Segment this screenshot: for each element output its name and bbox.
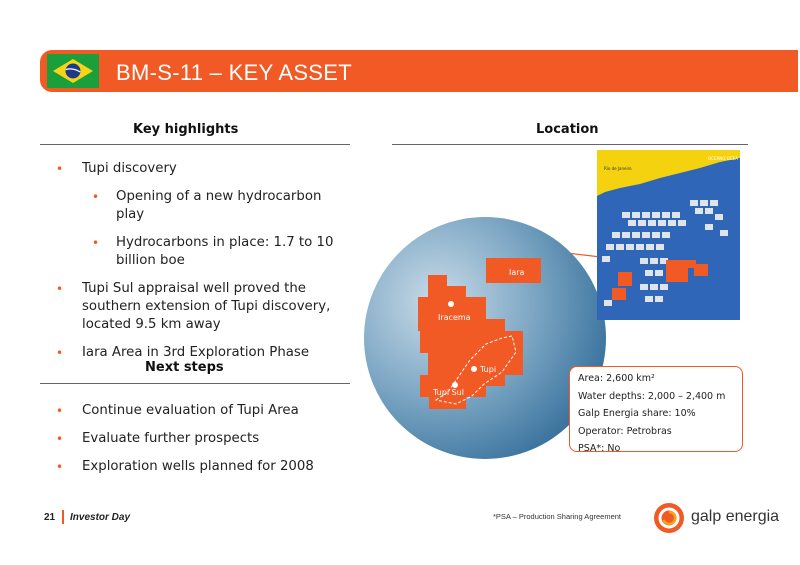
- operator-value: Operator: Petrobras: [578, 425, 672, 437]
- inset-ocean-label: OCEANO OCEA: [708, 156, 738, 161]
- next-steps-heading: Next steps: [145, 360, 224, 375]
- list-item: • Exploration wells planned for 2008: [56, 458, 356, 476]
- list-item: • Tupi discovery: [56, 160, 356, 178]
- location-heading: Location: [536, 122, 599, 137]
- footnote: *PSA – Production Sharing Agreement: [493, 512, 621, 521]
- list-item: • Opening of a new hydrocarbon play: [56, 188, 336, 224]
- tupi-sul-label: Tupi Sul: [433, 388, 464, 397]
- galp-share-value: Galp Energia share: 10%: [578, 408, 696, 419]
- footer-divider: [62, 510, 64, 524]
- list-item: • Evaluate further prospects: [56, 430, 356, 448]
- iracema-well-dot: [448, 301, 454, 307]
- inset-map: [597, 150, 740, 320]
- psa-value: PSA*: No: [578, 443, 621, 454]
- iracema-label: Iracema: [438, 313, 471, 322]
- iara-label: Iara: [509, 268, 525, 277]
- list-item: • Tupi Sul appraisal well proved the southern extension of Tupi discovery, located 9.5 km away: [56, 280, 342, 334]
- tupi-well-dot: [471, 366, 477, 372]
- list-item: • Hydrocarbons in place: 1.7 to 10 billion boe: [56, 234, 336, 270]
- asset-info-box: [569, 366, 743, 452]
- list-item: • Iara Area in 3rd Exploration Phase: [56, 344, 356, 362]
- list-item: • Continue evaluation of Tupi Area: [56, 402, 356, 420]
- footer-label: Investor Day: [70, 512, 131, 523]
- tupi-label: Tupi: [480, 365, 497, 374]
- water-depths-value: Water depths: 2,000 – 2,400 m: [578, 390, 726, 402]
- page-number: 21: [44, 512, 56, 523]
- galp-logo-icon: [653, 502, 685, 534]
- page-title: BM-S-11 – KEY ASSET: [116, 60, 352, 85]
- logo-text: galp energia: [691, 508, 780, 525]
- inset-coast-label: Rio de Janeiro: [604, 166, 632, 171]
- key-highlights-heading: Key highlights: [133, 122, 239, 137]
- area-value: Area: 2,600 km²: [578, 373, 655, 384]
